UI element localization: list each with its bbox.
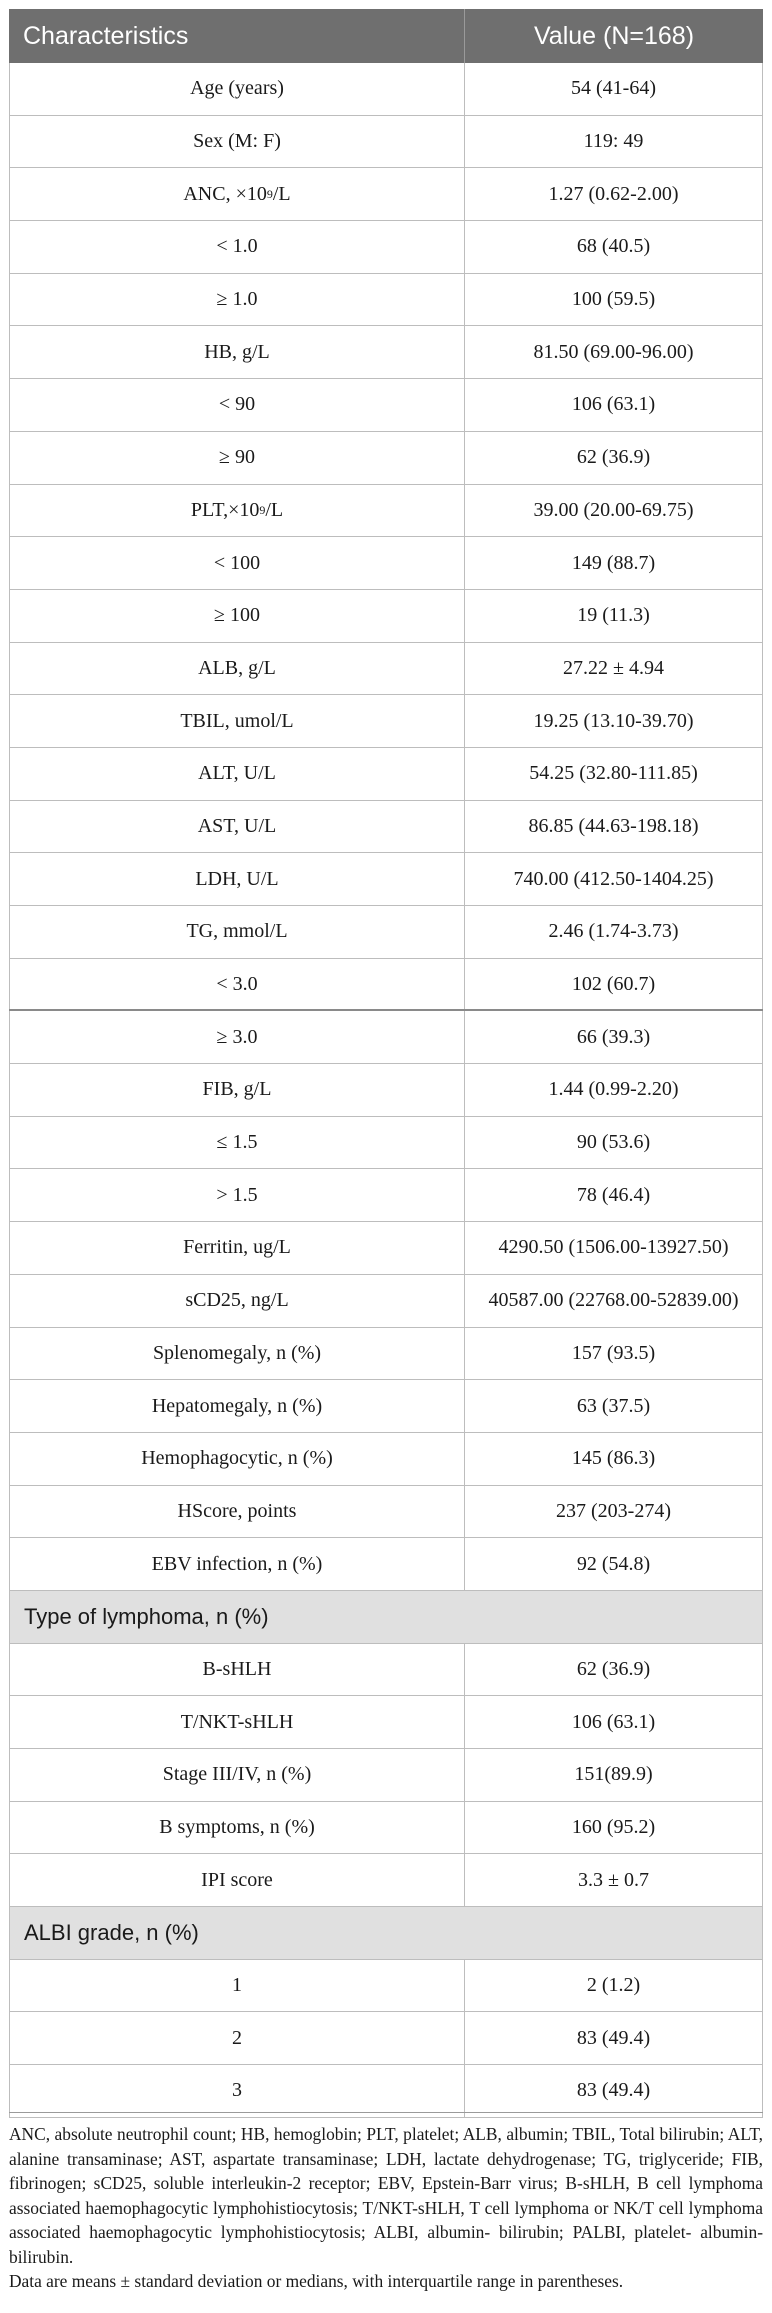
row-label: ≥ 90 xyxy=(9,432,465,484)
row-value: 1.27 (0.62-2.00) xyxy=(465,168,763,220)
row-value: 90 (53.6) xyxy=(465,1117,763,1169)
table-header xyxy=(9,9,763,63)
table-row xyxy=(9,801,763,854)
table-row xyxy=(9,590,763,643)
table-row xyxy=(9,1854,763,1907)
row-value: 39.00 (20.00-69.75) xyxy=(465,485,763,537)
row-value: 68 (40.5) xyxy=(465,221,763,273)
row-value: 78 (46.4) xyxy=(465,1169,763,1221)
row-label: FIB, g/L xyxy=(9,1064,465,1116)
table-row xyxy=(9,168,763,221)
row-label: ANC, ×10 9 /L xyxy=(9,168,465,220)
row-label: ALB, g/L xyxy=(9,643,465,695)
table-row xyxy=(9,1486,763,1539)
row-value: 62 (36.9) xyxy=(465,1644,763,1696)
row-value: 66 (39.3) xyxy=(465,1011,763,1063)
table-row xyxy=(9,1960,763,2013)
row-value: 237 (203-274) xyxy=(465,1486,763,1538)
row-value: 54 (41-64) xyxy=(465,63,763,115)
row-value: 92 (54.8) xyxy=(465,1538,763,1590)
table-row xyxy=(9,432,763,485)
main-rows xyxy=(9,63,763,1591)
row-label: ≥ 1.0 xyxy=(9,274,465,326)
row-label: ≥ 3.0 xyxy=(9,1011,465,1063)
table-row xyxy=(9,1644,763,1697)
row-value: 40587.00 (22768.00-52839.00) xyxy=(465,1275,763,1327)
row-value: 2.46 (1.74-3.73) xyxy=(465,906,763,958)
table-row xyxy=(9,1380,763,1433)
table-row xyxy=(9,2065,763,2118)
table-row xyxy=(9,1222,763,1275)
row-label: B-sHLH xyxy=(9,1644,465,1696)
lymphoma-rows xyxy=(9,1644,763,1907)
row-value: 145 (86.3) xyxy=(465,1433,763,1485)
table-row xyxy=(9,1433,763,1486)
row-label: < 90 xyxy=(9,379,465,431)
row-label: sCD25, ng/L xyxy=(9,1275,465,1327)
row-label: T/NKT-sHLH xyxy=(9,1696,465,1748)
table-row xyxy=(9,379,763,432)
table-row xyxy=(9,1011,763,1064)
row-value: 100 (59.5) xyxy=(465,274,763,326)
row-value: 119: 49 xyxy=(465,116,763,168)
row-label: HB, g/L xyxy=(9,326,465,378)
table-row xyxy=(9,221,763,274)
table-row xyxy=(9,853,763,906)
footnote-data-note: Data are means ± standard deviation or medians, with interquartile range in parentheses. xyxy=(9,2271,624,2291)
table-row xyxy=(9,1749,763,1802)
row-label: EBV infection, n (%) xyxy=(9,1538,465,1590)
row-value: 83 (49.4) xyxy=(465,2065,763,2117)
row-label: Hepatomegaly, n (%) xyxy=(9,1380,465,1432)
row-label: 1 xyxy=(9,1960,465,2012)
row-value: 54.25 (32.80-111.85) xyxy=(465,748,763,800)
row-value: 63 (37.5) xyxy=(465,1380,763,1432)
row-value: 27.22 ± 4.94 xyxy=(465,643,763,695)
row-label: HScore, points xyxy=(9,1486,465,1538)
row-label: LDH, U/L xyxy=(9,853,465,905)
table-row xyxy=(9,959,763,1012)
footnote-abbreviations: ANC, absolute neutrophil count; HB, hemoglobin; PLT, platelet; ALB, albumin; TBIL, Total bilirubin; ALT, alanine transaminase; AST, aspartate transaminase; LDH, lactate dehydrogenase; TG, triglyceride; FIB, fibrinogen; sCD25, soluble interleukin-2 receptor; EBV, Epstein-Barr virus; B-sHLH, B cell lymphoma associated haemophagocytic lymphohistiocytosis; T/NKT-sHLH, T cell lymphoma or NK/T cell lymphoma associated haemophagocytic lymphohistiocytosis; ALBI, albumin- bilirubin; PALBI, platelet- albumin- bilirubin. xyxy=(9,2124,763,2267)
row-label: Hemophagocytic, n (%) xyxy=(9,1433,465,1485)
table-row xyxy=(9,1328,763,1381)
row-value: 102 (60.7) xyxy=(465,959,763,1010)
section-albi-grade: ALBI grade, n (%) xyxy=(9,1907,763,1960)
row-label: Ferritin, ug/L xyxy=(9,1222,465,1274)
row-label: 2 xyxy=(9,2012,465,2064)
row-label: Splenomegaly, n (%) xyxy=(9,1328,465,1380)
table-row xyxy=(9,1064,763,1117)
table-row xyxy=(9,748,763,801)
row-value: 19.25 (13.10-39.70) xyxy=(465,695,763,747)
row-label: TG, mmol/L xyxy=(9,906,465,958)
albi-rows xyxy=(9,1960,763,2118)
row-value: 4290.50 (1506.00-13927.50) xyxy=(465,1222,763,1274)
row-label: < 3.0 xyxy=(9,959,465,1010)
row-label: ≤ 1.5 xyxy=(9,1117,465,1169)
row-label: IPI score xyxy=(9,1854,465,1906)
row-value: 19 (11.3) xyxy=(465,590,763,642)
table-row xyxy=(9,485,763,538)
row-label: B symptoms, n (%) xyxy=(9,1802,465,1854)
table-row xyxy=(9,695,763,748)
table-row xyxy=(9,1538,763,1591)
row-value: 62 (36.9) xyxy=(465,432,763,484)
row-value: 157 (93.5) xyxy=(465,1328,763,1380)
row-value: 106 (63.1) xyxy=(465,379,763,431)
table-row xyxy=(9,116,763,169)
row-label: ALT, U/L xyxy=(9,748,465,800)
row-value: 83 (49.4) xyxy=(465,2012,763,2064)
header-characteristics: Characteristics xyxy=(9,9,465,63)
table-footnote xyxy=(9,2112,763,2294)
row-label: TBIL, umol/L xyxy=(9,695,465,747)
row-value: 81.50 (69.00-96.00) xyxy=(465,326,763,378)
row-value: 1.44 (0.99-2.20) xyxy=(465,1064,763,1116)
header-value: Value (N=168) xyxy=(533,21,695,50)
table-row xyxy=(9,1169,763,1222)
table-row xyxy=(9,1696,763,1749)
row-label: Age (years) xyxy=(9,63,465,115)
row-label: 3 xyxy=(9,2065,465,2117)
table-row xyxy=(9,643,763,696)
table-row xyxy=(9,1117,763,1170)
table-row xyxy=(9,274,763,327)
row-value: 151(89.9) xyxy=(465,1749,763,1801)
table-row xyxy=(9,906,763,959)
row-value: 2 (1.2) xyxy=(465,1960,763,2012)
table-row xyxy=(9,1802,763,1855)
row-label: < 1.0 xyxy=(9,221,465,273)
row-label: Sex (M: F) xyxy=(9,116,465,168)
row-label: Stage III/IV, n (%) xyxy=(9,1749,465,1801)
row-value: 740.00 (412.50-1404.25) xyxy=(465,853,763,905)
row-value: 86.85 (44.63-198.18) xyxy=(465,801,763,853)
row-label: PLT,×10 9 /L xyxy=(9,485,465,537)
table-row xyxy=(9,2012,763,2065)
table-row xyxy=(9,537,763,590)
row-value: 3.3 ± 0.7 xyxy=(465,1854,763,1906)
table-row xyxy=(9,326,763,379)
row-label: AST, U/L xyxy=(9,801,465,853)
row-value: 149 (88.7) xyxy=(465,537,763,589)
section-type-of-lymphoma: Type of lymphoma, n (%) xyxy=(9,1591,763,1644)
characteristics-table xyxy=(9,9,763,2118)
row-label: > 1.5 xyxy=(9,1169,465,1221)
table-row xyxy=(9,63,763,116)
row-label: < 100 xyxy=(9,537,465,589)
row-value: 106 (63.1) xyxy=(465,1696,763,1748)
table-row xyxy=(9,1275,763,1328)
row-label: ≥ 100 xyxy=(9,590,465,642)
row-value: 160 (95.2) xyxy=(465,1802,763,1854)
